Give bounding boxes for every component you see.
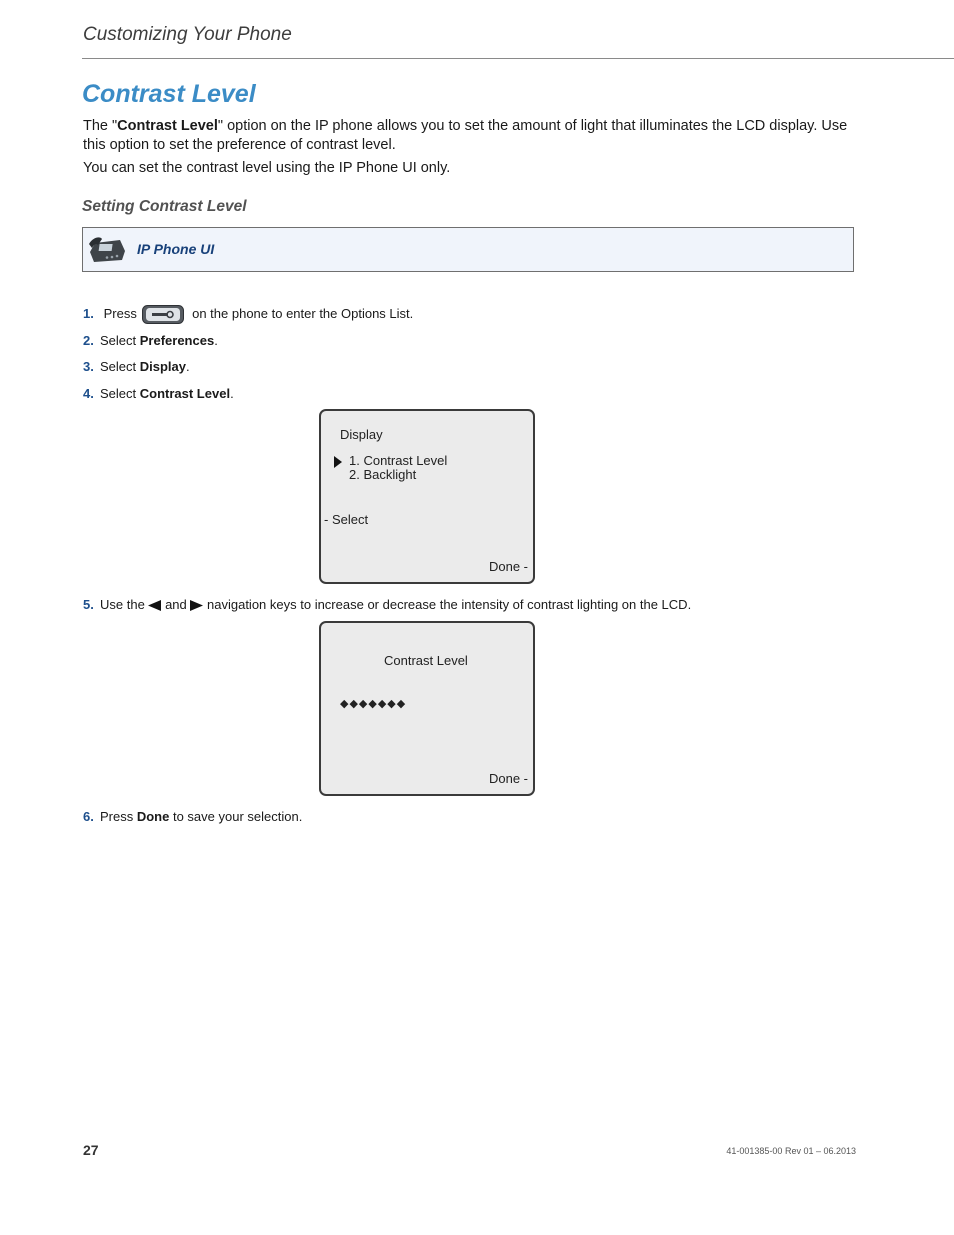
ip-phone-ui-banner [82, 227, 854, 272]
lcd-done-softkey: Done - [488, 771, 528, 786]
lcd-select-softkey: - Select [324, 512, 369, 527]
page-title: Contrast Level [82, 80, 256, 108]
left-arrow-icon [148, 600, 161, 611]
step-text: . [214, 333, 218, 348]
intro-text-post: " option on the IP phone allows you to set the amount of light that illuminates the LCD display. Use this option to set the preference of contrast level. [83, 118, 848, 153]
step-number: 2. [83, 333, 94, 348]
lcd-done-softkey: Done - [488, 559, 528, 574]
phone-icon [87, 234, 127, 264]
step-bold-term: Display [139, 359, 186, 374]
step-text: Press [103, 306, 137, 321]
page-number: 27 [83, 1142, 99, 1158]
step-text: Select [100, 386, 140, 401]
step-text: Use the [100, 597, 145, 612]
step-6 [83, 808, 302, 826]
step-number: 5. [83, 597, 94, 612]
step-text: and [165, 597, 187, 612]
lcd-title: Display [340, 427, 383, 442]
lcd-menu-item-1: 1. Contrast Level [349, 453, 448, 468]
step-text: . [230, 386, 234, 401]
step-1 [83, 305, 413, 324]
step-text: to save your selection. [169, 809, 303, 824]
step-bold-term: Contrast Level [139, 386, 231, 401]
step-number: 4. [83, 386, 94, 401]
step-number: 3. [83, 359, 94, 374]
step-bold-term: Preferences [139, 333, 215, 348]
step-text: Select [100, 359, 140, 374]
right-arrow-icon [190, 600, 203, 611]
intro-paragraph [83, 117, 858, 155]
intro-text-pre: The " [83, 118, 118, 134]
lcd-contrast-level [319, 621, 535, 796]
ip-phone-ui-label: IP Phone UI [137, 241, 215, 257]
header-divider [82, 58, 954, 59]
section-header: Customizing Your Phone [83, 24, 292, 45]
step-text: Press [100, 809, 137, 824]
step-text: . [186, 359, 190, 374]
step-number: 6. [83, 809, 94, 824]
lcd-title: Contrast Level [384, 653, 468, 668]
selection-pointer-icon [334, 456, 342, 468]
step-5 [83, 596, 691, 614]
section-title: Setting Contrast Level [82, 198, 247, 215]
step-number: 1. [83, 306, 94, 321]
step-bold-term: Done [136, 809, 170, 824]
intro-note: You can set the contrast level using the IP Phone UI only. [83, 160, 451, 176]
lcd-display-menu [319, 409, 535, 584]
step-2 [83, 332, 218, 350]
options-key-icon [142, 305, 184, 324]
step-4 [83, 385, 234, 403]
document-id: 41-001385-00 Rev 01 – 06.2013 [726, 1146, 856, 1156]
lcd-menu-item-2: 2. Backlight [349, 467, 417, 482]
step-text: navigation keys to increase or decrease the intensity of contrast lighting on the LCD. [207, 597, 692, 612]
contrast-level-indicator: ◆◆◆◆◆◆◆ [340, 698, 407, 710]
step-text: on the phone to enter the Options List. [192, 306, 414, 321]
intro-bold-term: Contrast Level [117, 118, 218, 134]
step-3 [83, 358, 190, 376]
step-text: Select [100, 333, 140, 348]
